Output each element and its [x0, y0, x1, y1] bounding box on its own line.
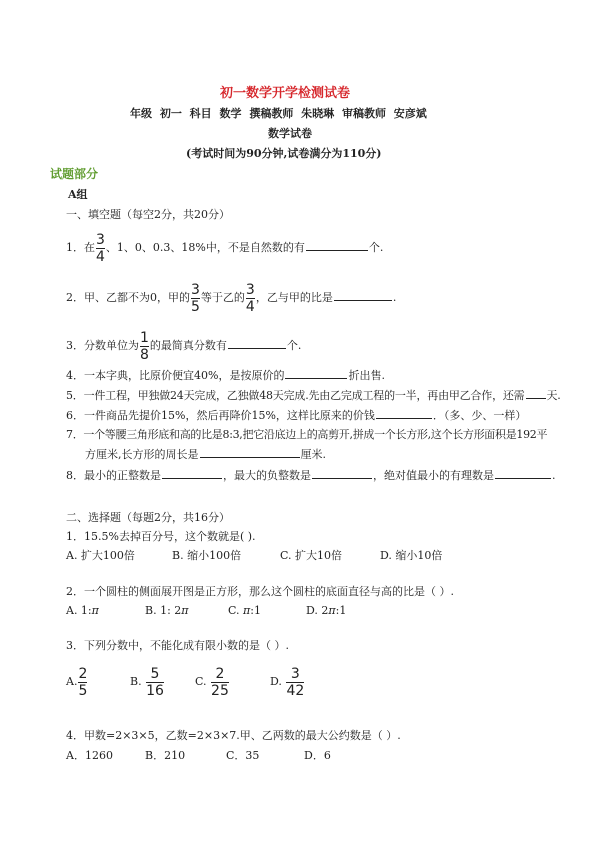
answer-blank: [376, 407, 432, 419]
answer-blank: [526, 387, 546, 399]
choice-q3-stem: 3．下列分数中，不能化成有限小数的是（ ）.: [66, 639, 289, 652]
fill-q2: 2．甲、乙都不为0，甲的 $\frac{3}{5}$ 等于乙的 $\frac{3}{4}$ ，乙与甲的比是 .: [66, 281, 397, 315]
fill-q7-line1: 7．一个等腰三角形底和高的比是8:3,把它沿底边上的高剪开,拼成一个长方形,这个长方形面积是192平: [66, 428, 548, 441]
fraction: $\frac{3}{4}$: [96, 231, 105, 265]
answer-blank: [200, 446, 300, 458]
page-title: 初一数学开学检测试卷: [220, 86, 351, 101]
choice-q4-opt-c: C．35: [226, 749, 260, 762]
choice-q3-opt-c: C. $\frac{2}{25}$: [195, 665, 229, 699]
choice-q4-stem: 4．甲数=2×3×5，乙数=2×3×7.甲、乙两数的最大公约数是（ ）.: [66, 729, 401, 742]
choice-q1-opt-a: A. 扩大100倍: [66, 549, 135, 562]
fill-q4: 4．一本字典，比原价便宜40%，是按原价的 折出售.: [66, 369, 385, 382]
choice-q3-opt-a: A. $\frac{2}{5}$: [66, 665, 88, 699]
choice-q4-opt-b: B．210: [145, 749, 186, 762]
fraction: $\frac{2}{5}$: [78, 665, 88, 699]
fraction: $\frac{2}{25}$: [211, 665, 229, 699]
fill-q8: 8．最小的正整数是 ，最大的负整数是 ，绝对值最小的有理数是 .: [66, 469, 556, 482]
fill-q3: 3．分数单位为 $\frac{1}{8}$ 的最简真分数有 个.: [66, 329, 302, 363]
choice-q2-stem: 2．一个圆柱的侧面展开图是正方形，那么这个圆柱的底面直径与高的比是（ ）.: [66, 585, 454, 598]
choice-q4-opt-a: A．1260: [66, 749, 113, 762]
subtitle: 数学试卷: [268, 127, 312, 140]
choice-q2-opt-c: C. π:1: [228, 604, 261, 617]
fill-q1: 1．在 $\frac{3}{4}$ 、1、0、0.3、18%中，不是自然数的有 个.: [66, 231, 384, 265]
fraction: $\frac{3}{5}$: [191, 281, 200, 315]
answer-blank: [312, 467, 372, 479]
choice-q2-opt-d: D. 2π:1: [306, 604, 347, 617]
fraction: $\frac{5}{16}$: [146, 665, 164, 699]
choice-q3-opt-b: B. $\frac{5}{16}$: [130, 665, 164, 699]
answer-blank: [334, 289, 392, 301]
fill-q7-line2: 方厘米,长方形的周长是 厘米.: [85, 448, 326, 461]
answer-blank: [162, 467, 222, 479]
meta-line: 年级 初一 科目 数学 撰稿教师 朱晓琳 审稿教师 安彦斌: [130, 107, 427, 120]
fill-q5: 5．一件工程，甲独做24天完成，乙独做48天完成.先由乙完成工程的一半，再由甲乙合作，还需 天.: [66, 389, 561, 402]
section-label: 试题部分: [50, 167, 99, 181]
group-label: A组: [68, 188, 88, 201]
choice-q1-opt-b: B. 缩小100倍: [172, 549, 242, 562]
fill-heading: 一、填空题（每空2分，共20分）: [66, 208, 230, 221]
answer-blank: [495, 467, 551, 479]
answer-blank: [285, 367, 347, 379]
answer-blank: [228, 337, 286, 349]
choice-q1-opt-c: C. 扩大10倍: [280, 549, 343, 562]
choice-q1-stem: 1．15.5%去掉百分号，这个数就是( ).: [66, 530, 256, 543]
choice-q2-opt-b: B. 1: 2π: [145, 604, 189, 617]
exam-info: (考试时间为90分钟,试卷满分为110分): [186, 147, 382, 160]
fraction: $\frac{3}{42}$: [286, 665, 305, 699]
answer-blank: [306, 239, 368, 251]
choice-q4-opt-d: D．6: [304, 749, 331, 762]
fraction: $\frac{3}{4}$: [245, 281, 255, 315]
choice-q1-opt-d: D. 缩小10倍: [380, 549, 443, 562]
choice-q3-opt-d: D. $\frac{3}{42}$: [270, 665, 305, 699]
fill-q6: 6．一件商品先提价15%，然后再降价15%，这样比原来的价钱 ．（多、少、一样）: [66, 409, 527, 422]
choice-q2-opt-a: A. 1:π: [66, 604, 99, 617]
choice-heading: 二、选择题（每题2分，共16分）: [66, 511, 230, 524]
fraction: $\frac{1}{8}$: [140, 329, 149, 363]
